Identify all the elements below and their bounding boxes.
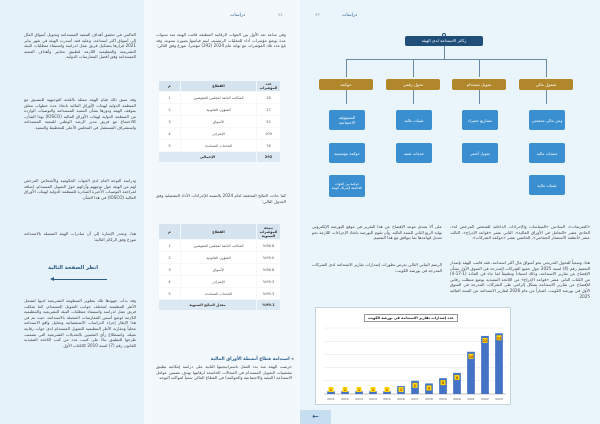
node-dot [442, 33, 446, 37]
x-tick-label: 2012 [341, 397, 349, 401]
connector [413, 90, 414, 104]
data-label: 22 [482, 338, 488, 343]
data-label: 5 [413, 383, 417, 388]
paragraph: هذا، وسعياً للتحول التدريجي نحو أسواق مال أكثر استدامة، فقد قامت الهيئة بإصدار التعميم رقم (4) لسنة 2025 حول جميع الشركات المدرجة في السوق الأول بشأن الإفصاح عن تقارير الاستدامة، وذلك استناداً وتطبيقاً لما جاء في المادة (1-17-4) من الكتاب الثاني عشر «قواعد الإدراج» من اللائحة التنفيذية بوضع متطلب رقابي للإفصاح عن تقارير الاستدامة بشكل إلزامي على الشركات المدرجة في السوق الأول في بورصة الكويت، اعتباراً من عام 2026 لتقارير الاستدامة عن السنة المالية 2025. [450, 260, 591, 299]
diagram-child-node: مشاريع خضراء [462, 110, 498, 130]
section-subheading: » استدامة قطاع أنشطة الأوراق المالية [210, 357, 294, 362]
indicators-count-table [158, 80, 281, 163]
connector [413, 59, 414, 77]
data-label: 1 [385, 388, 389, 392]
chart-plot [316, 308, 512, 406]
chart-bar [481, 336, 489, 394]
table-row [159, 116, 281, 128]
indicators-results-table [158, 223, 281, 311]
x-tick-label: 2017 [411, 397, 419, 401]
data-label: 8 [455, 375, 459, 380]
cell: 1 [159, 92, 181, 104]
table-row [159, 128, 281, 140]
chart-title: عدد إصدارات تقارير الاستدامة في بورصة الكويت [364, 314, 458, 322]
cell: الشؤون القانونية [181, 104, 257, 116]
cell: 27 [257, 104, 281, 116]
x-tick-label: 2022 [481, 397, 489, 401]
data-label: 1 [371, 388, 375, 392]
connector [346, 59, 546, 60]
connector [346, 59, 347, 77]
chart-bar [495, 333, 503, 394]
sustainability-reports-chart [315, 307, 511, 405]
cell: %98.8 [257, 240, 281, 252]
back-button[interactable] [300, 410, 331, 424]
x-tick-label: 2014 [369, 397, 377, 401]
diagram-child-node: خدمات تقنية [396, 143, 432, 163]
connector [444, 45, 445, 59]
connector [346, 90, 347, 104]
table-header: م [159, 81, 181, 92]
paragraph: حرصت الهيئة منذ بدء العمل باستراتيجيتها الثانية على دراسة إمكانية تطبيق مقتضيات التمويل المستدام في المجالات الخاضعة لرقابتها بهدف تضمين عوامل الاستدامة (البيئية والاجتماعية والحوكمة) في القطاع المالي سعياً لمواكبة التوجه [156, 364, 292, 381]
table-header: نتيجة المؤشرات السنوية [257, 224, 281, 240]
pillar-governance: حوكمة [319, 79, 373, 90]
paragraph: وقد سبق ذلك قيام الهيئة ممثلة باللجنة التوجيهية للتنسيق مع المنظمة الدولية لهيئات الأوراق المالية باتخاذ عدة خطوات تتعلق بموقف الهيئة ودورها بشأن التنمية المستدامة والتوصيات الواردة من المنظمة الدولية لهيئات الأوراق المالية (IOSCO) بهذا الشأن، كالاجتماع مع فريق مدير الرصد الوطني للتنمية المستدامة واستشراف المستقبل في المجلس الأعلى للتخطيط والتنمية. [24, 97, 137, 130]
connector [479, 59, 480, 77]
page-number: ٧٣ [315, 13, 320, 18]
arrow-left-icon [52, 279, 107, 280]
table-total-row [159, 300, 281, 311]
table-row [159, 140, 281, 152]
cell: 3 [159, 116, 181, 128]
x-tick-label: 2019 [439, 397, 447, 401]
x-tick-label: 2011 [327, 397, 335, 401]
cell: 292 [257, 152, 281, 163]
paragraph: ودراسة التوجه العام لدى الجهات الحكومية والأشخاص المرخص لهم من الهيئة حول توجههم وآرائهم حول التمويل المستدام، إضافة لمراجعة التوصيات الأخيرة الصادرة للمنظمة الدولية لهيئات الأوراق المالية (IOSCO) في هذا الشأن. [24, 178, 136, 200]
cell: الخدمات المساندة [181, 288, 257, 300]
data-label: 23 [496, 336, 502, 341]
pillar-financial-inclusion: شمول مالي [519, 79, 573, 90]
cell: المكاتب التابعة لمجلس المفوضين [181, 240, 257, 252]
diagram-root-node: ركائز الاستدامة لدى الهيئة [405, 36, 483, 46]
table-header: م [159, 224, 181, 240]
cell: 2 [159, 252, 181, 264]
paragraph: العالمي في تحقيق أهداف التنمية المستدامة وتحويل أسواق المال إلى أسواق أكثر استدامة. وعليه فقد أصدرت الهيئة في شهر يناير 2021 قرارها بتشكيل فريق عمل لدراسة واستيفاء متطلبات البيئة التشريعية والتنظيمية اللازمة لتطبيق معايير وأهداف التنمية المستدامة وفق أفضل الممارسات الدولية. [24, 32, 136, 60]
diagram-child-node: تمويل أخضر [462, 143, 498, 163]
table-header: القطاع [181, 224, 257, 240]
pillar-sustainable-finance: تمويل مستدام [452, 79, 506, 90]
cell: 76 [257, 140, 281, 152]
table-row [159, 252, 281, 264]
arrow-left-icon[interactable]: ← [312, 412, 319, 421]
paragraph: «التعريفات»، السادس «السياسات والإجراءات الداخلية للشخص المرخص له»، الحادي عشر «التعامل في الأوراق المالية»، الثاني عشر «قواعد الإدراج»، الثالث عشر «أنظمة الاستثمار الجماعي»، الخامس عشر «حوكمة الشركات». [450, 224, 590, 241]
cell: الشؤون القانونية [181, 252, 257, 264]
cell: 5 [159, 288, 181, 300]
cell: الإشراف [181, 128, 257, 140]
x-tick-label: 2021 [467, 397, 475, 401]
cell: 5 [159, 140, 181, 152]
table-row [159, 240, 281, 252]
table-row [159, 288, 281, 300]
cell: %99.1 [257, 300, 281, 311]
connector [546, 59, 547, 77]
cell: الأسواق [181, 264, 257, 276]
table-total-row [159, 152, 281, 163]
connector [479, 90, 480, 104]
cell: 52 [257, 116, 281, 128]
cell: الإشراف [181, 276, 257, 288]
table-row [159, 92, 281, 104]
table-header: القطاع [181, 81, 257, 92]
diagram-child-node: حوكمة بين الجهات الخاضعة لإشراف الهيئة [329, 175, 365, 197]
left-page-column-a [0, 0, 144, 424]
data-label: 1 [329, 388, 333, 392]
section-header: دراسات [230, 13, 246, 18]
connector [546, 90, 547, 104]
cell: الخدمات المساندة [181, 140, 257, 152]
diagram-child-node: تقنيات مالية [396, 110, 432, 130]
data-label: 6 [441, 381, 445, 386]
x-tick-label: 2016 [397, 397, 405, 401]
data-label: 3 [399, 388, 403, 392]
cell: المكاتب التابعة لمجلس المفوضين [181, 92, 257, 104]
data-label: 1 [357, 388, 361, 392]
table-header: عدد المؤشرات [257, 81, 281, 92]
cell: 1 [159, 240, 181, 252]
table-row [159, 104, 281, 116]
section-header: دراسات [342, 13, 358, 18]
data-label: 16 [468, 354, 474, 359]
left-page-column-b [150, 0, 300, 424]
cell: 2 [159, 104, 181, 116]
paragraph: وقد بدأت جهودها تلك بتطوير المنظومة التشريعية لديها لتشمل الأطر التنظيمية لمختلف جوانب التمويل المستدام، كما شكلت فريق عمل لدراسة واستيفاء متطلبات البيئة التشريعية والتنظيمية اللازمة لوضع أسس الممارسات المتصلة بالاستدامة، حيث تم في هذا الإطار إجراء الدراسات الاستقصائية وتحليل واقع الاستدامة محلياً ومقارنة الأطر التنظيمية للتمويل المستدام لدى جهات رقابية مثيلة، واستطلاع رأي المعنيين بالتعديلات التشريعية التي تضمنت طرحها للتطبيق بناءً على كتيب عدد من كتب اللائحة التنفيذية للقانون رقم (7) لسنة 2010 كالكتاب الأول [24, 298, 136, 348]
cell: الأسواق [181, 116, 257, 128]
diagram-child-node: تقنيات مالية [529, 175, 565, 195]
cell: %98.8 [257, 264, 281, 276]
cell: معدل النتائج السنوية [159, 300, 257, 311]
paragraph: هذا، وتجدر الإشارة إلى أن مبادرات الهيئة المتصلة بالاستدامة تتوزع وفق الركائز التالية: [24, 231, 136, 242]
cell: 3 [159, 264, 181, 276]
cell: 4 [159, 276, 181, 288]
table-row [159, 276, 281, 288]
x-tick-label: 2013 [355, 397, 363, 401]
x-tick-label: 2023 [495, 397, 503, 401]
diagram-child-node: وعي مالي مجتمعي [529, 110, 565, 130]
paragraph: الرسم البياني التالي يعرض تطورات إصدارات تقارير الاستدامة لدى الشركات المدرجة في بورصة الكويت: [312, 262, 442, 273]
x-tick-label: 2018 [425, 397, 433, 401]
data-label: 4 [427, 386, 431, 391]
diagram-child-node: حوكمة مؤسسية [329, 143, 365, 163]
paragraph: وفي ساعة تعد الأول بين الجهات الرقابية المطبقة قامت الهيئة منذ سنوات عدة بوضع مؤشرات أداء للعمليات الرئيسية، ليتم قياسها بصورة سنوية، وقد بلغ عدد تلك المؤشرات مع نهاية عام 2024 (292) مؤشراً، تتوزع وفق التالي: [156, 32, 286, 49]
data-label: 1 [343, 388, 347, 392]
cell: 4 [159, 128, 181, 140]
cell: %99.3 [257, 288, 281, 300]
x-tick-label: 2020 [453, 397, 461, 401]
page-number: ٧٤ [278, 13, 283, 18]
diagram-child-node: منتجات مالية [529, 143, 565, 163]
cell: 109 [257, 128, 281, 140]
cell: %99.0 [257, 252, 281, 264]
table-row [159, 264, 281, 276]
paragraph: كما جاءت النتائج المحققة لعام 2024 بالنسبة للإجراءات الأداء التشغيلية وفق الجدول التالي: [156, 193, 287, 204]
cell: %99.3 [257, 276, 281, 288]
cell: 28 [257, 92, 281, 104]
x-tick-label: 2015 [383, 397, 391, 401]
pillar-digital-transformation: تحول رقمي [386, 79, 440, 90]
paragraph: على ألا يتعدى موعد الإفصاح عن هذا التقرير في موقع البورصة الإلكتروني نهاية الربع الثاني للسنة التالية. وأن تقوم البورصة باتخاذ الإجراءات اللازمة نحو تعديل قواعدها بما يتوافق مع هذا التعميم. [312, 224, 442, 241]
next-page-label[interactable]: انظر الصفحة التالية [47, 265, 99, 271]
cell: الإجمالي [159, 152, 257, 163]
diagram-child-node: المسؤولية الاجتماعية [329, 110, 365, 130]
